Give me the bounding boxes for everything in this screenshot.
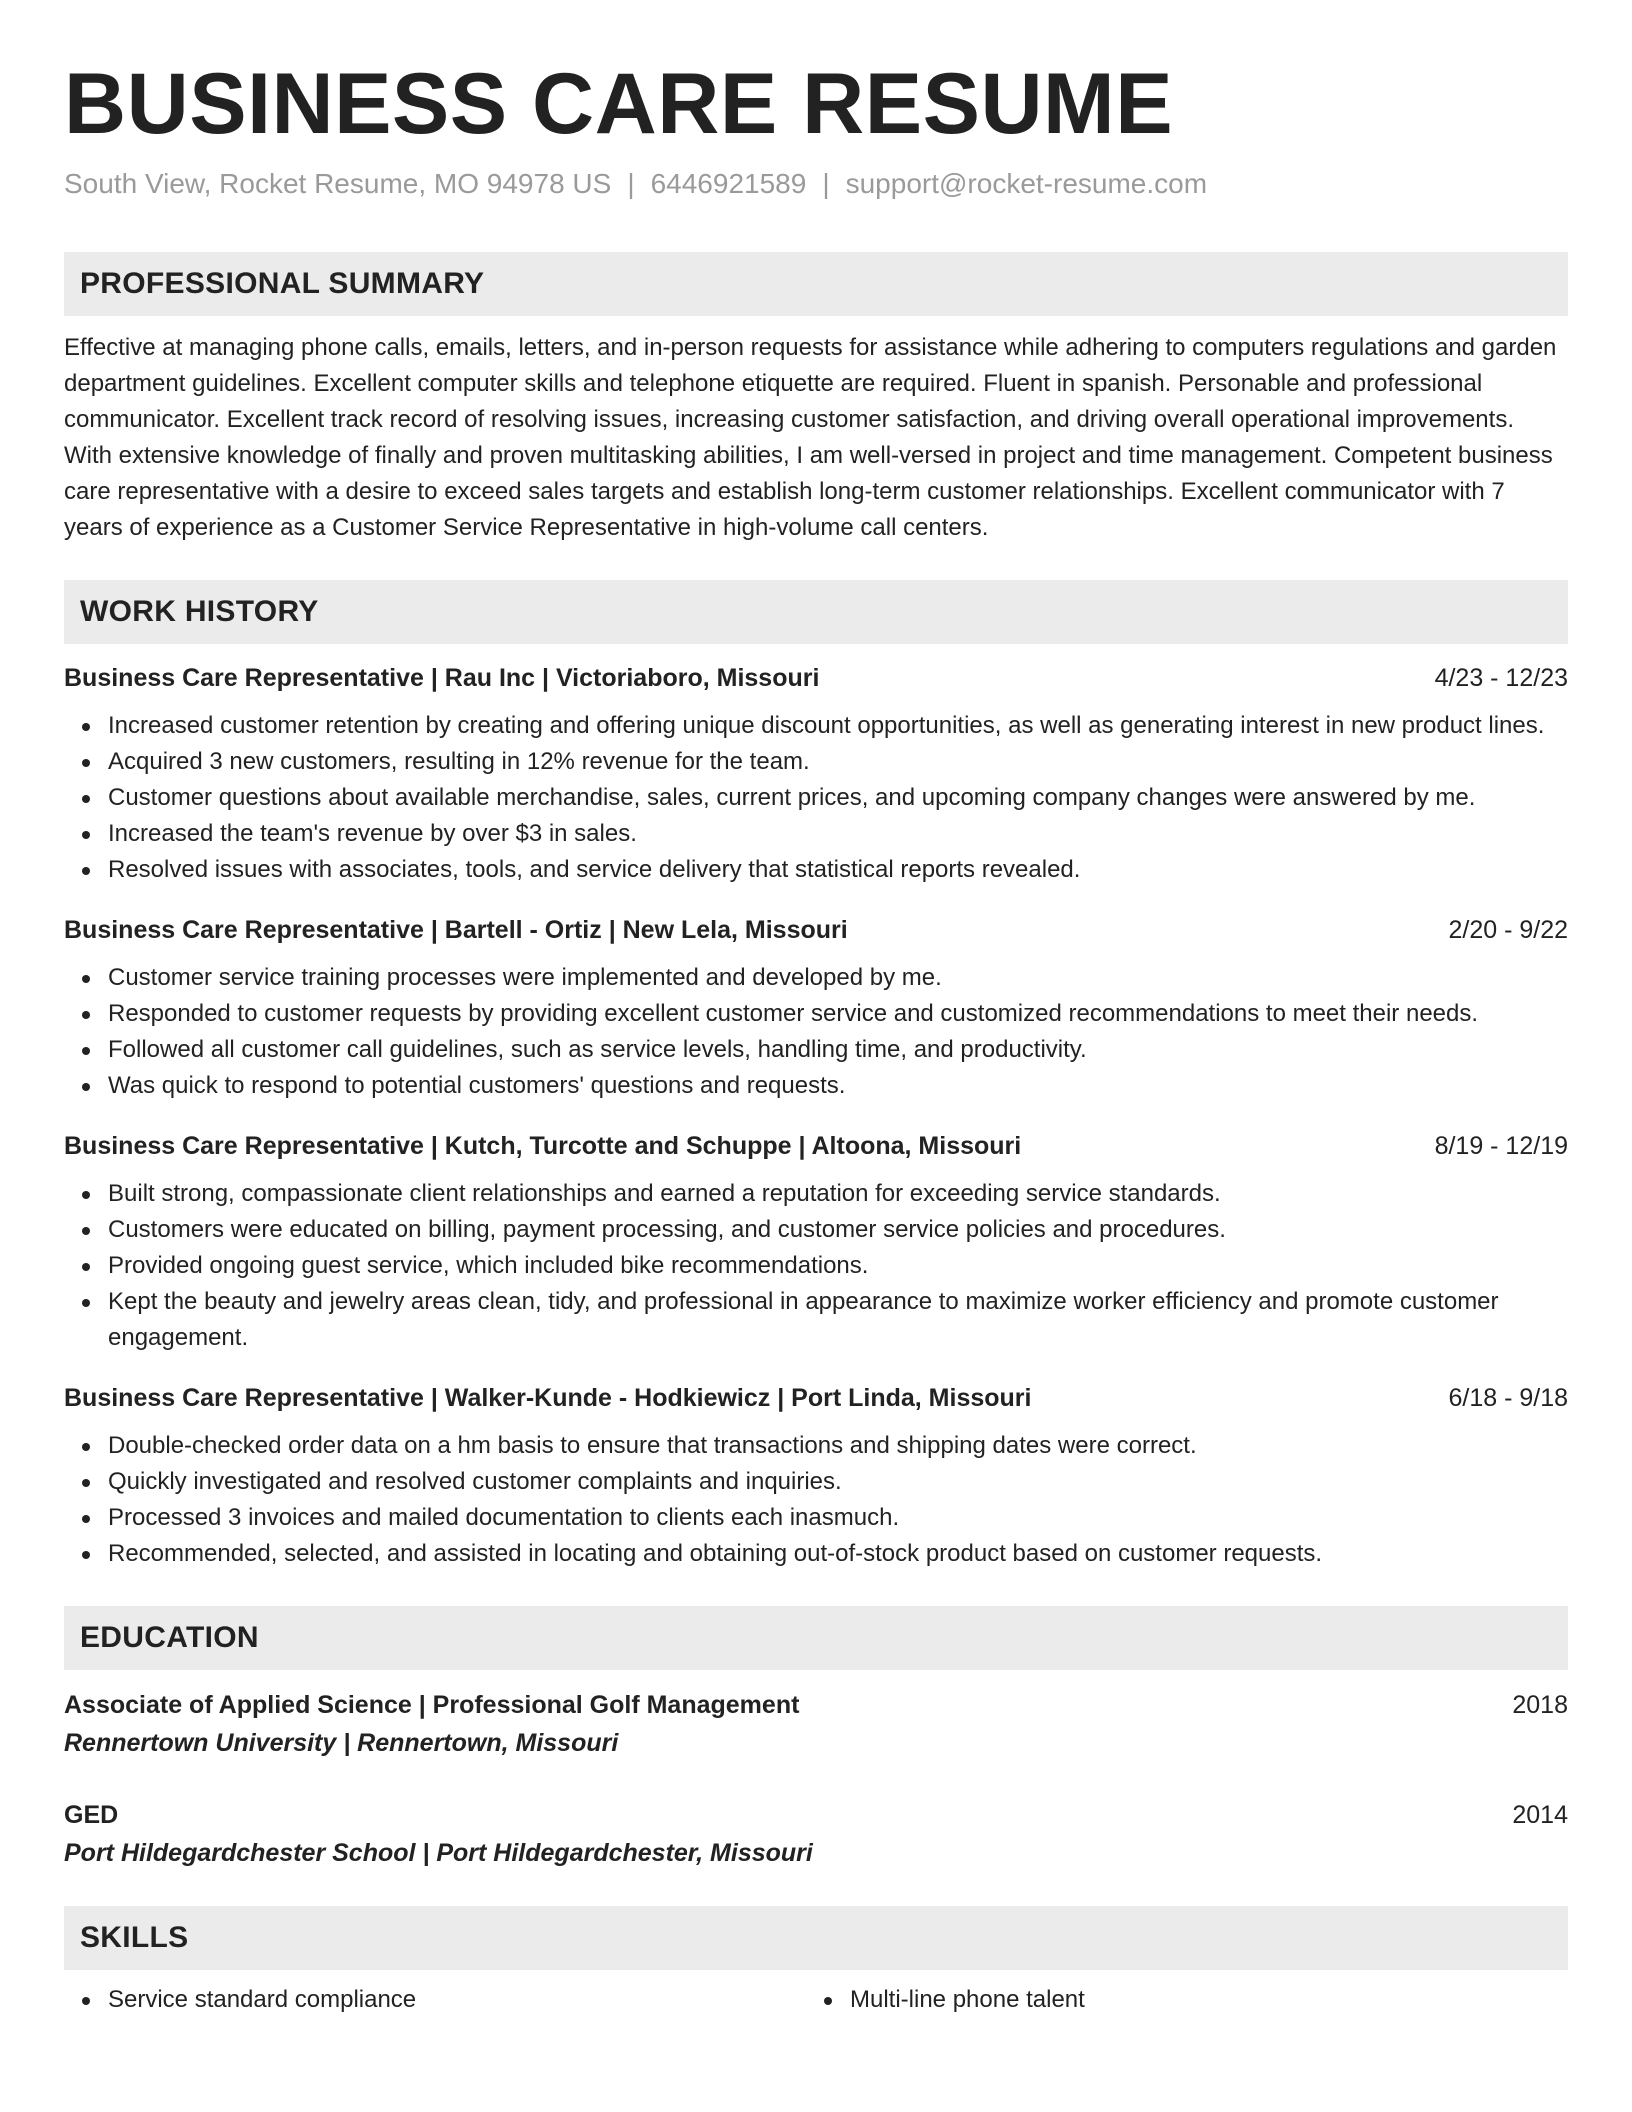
contact-line [64,166,1568,202]
contact-separator: | [627,168,635,199]
education-year: 2014 [1512,1801,1568,1829]
education-entry [64,1686,1568,1762]
section-header-skills: SKILLS [64,1906,1568,1970]
job-bullet: Followed all customer call guidelines, such as service levels, handling time, and productivity. [108,1032,1568,1068]
job-entry [64,660,1568,888]
job-bullet-list [64,960,1568,1104]
job-bullet-list [64,708,1568,888]
job-bullet: Recommended, selected, and assisted in locating and obtaining out-of-stock product based on customer requests. [108,1536,1568,1572]
skill-item: Multi-line phone talent [850,1982,1548,2018]
job-entry [64,1128,1568,1356]
summary-text: Effective at managing phone calls, emails, letters, and in-person requests for assistance while adhering to computers regulations and garden department guidelines. Excellent computer skills and telephone etiquette are required. Fluent in spanish. Personable and professional communicator. Excellent track record of resolving issues, increasing customer satisfaction, and driving overall operational improvements. With extensive knowledge of finally and proven multitasking abilities, I am well-versed in project and time management. Competent business care representative with a desire to exceed sales targets and establish long-term customer relationships. Excellent communicator with 7 years of experience as a Customer Service Representative in high-volume call centers. [64,334,1557,541]
job-entry [64,1380,1568,1572]
education-degree: Associate of Applied Science | Professional Golf Management [64,1691,800,1719]
job-bullet: Customers were educated on billing, payment processing, and customer service policies and procedures. [108,1212,1568,1248]
skill-item: Service standard compliance [108,1982,806,2018]
job-bullet-list [64,1176,1568,1356]
job-title: Business Care Representative | Bartell - Ortiz | New Lela, Missouri [64,916,848,944]
job-bullet: Built strong, compassionate client relationships and earned a reputation for exceeding service standards. [108,1176,1568,1212]
job-bullet: Responded to customer requests by providing excellent customer service and customized recommendations to meet their needs. [108,996,1568,1032]
education-school: Port Hildegardchester School | Port Hildegardchester, Missouri [64,1839,813,1867]
education-year: 2018 [1512,1691,1568,1719]
job-heading-row [64,660,1568,696]
job-title: Business Care Representative | Rau Inc | Victoriaboro, Missouri [64,664,820,692]
section-header-summary: PROFESSIONAL SUMMARY [64,252,1568,316]
resume-title: BUSINESS CARE RESUME [64,56,1174,152]
contact-separator: | [822,168,830,199]
job-dates: 4/23 - 12/23 [1434,664,1568,692]
contact-phone: 6446921589 [650,168,807,199]
contact-email: support@rocket-resume.com [845,168,1208,199]
job-bullet: Processed 3 invoices and mailed documentation to clients each inasmuch. [108,1500,1568,1536]
job-bullet-list [64,1428,1568,1572]
job-bullet: Was quick to respond to potential customers' questions and requests. [108,1068,1568,1104]
job-dates: 6/18 - 9/18 [1448,1384,1568,1412]
skills-columns [64,1982,1568,2018]
job-bullet: Increased the team's revenue by over $3 in sales. [108,816,1568,852]
resume-page [64,56,1568,2018]
education-degree: GED [64,1801,119,1829]
job-heading-row [64,1380,1568,1416]
job-bullet: Kept the beauty and jewelry areas clean, tidy, and professional in appearance to maximize worker efficiency and promote customer engagement. [108,1284,1568,1356]
job-bullet: Quickly investigated and resolved customer complaints and inquiries. [108,1464,1568,1500]
skills-list-left [64,1982,806,2018]
job-bullet: Customer questions about available merchandise, sales, current prices, and upcoming company changes were answered by me. [108,780,1568,816]
contact-address: South View, Rocket Resume, MO 94978 US [64,168,612,199]
job-title: Business Care Representative | Walker-Kunde - Hodkiewicz | Port Linda, Missouri [64,1384,1032,1412]
job-bullet: Increased customer retention by creating and offering unique discount opportunities, as well as generating interest in new product lines. [108,708,1568,744]
job-dates: 2/20 - 9/22 [1448,916,1568,944]
job-bullet: Acquired 3 new customers, resulting in 12% revenue for the team. [108,744,1568,780]
education-heading-row [64,1686,1568,1724]
section-header-education: EDUCATION [64,1606,1568,1670]
section-header-work-history: WORK HISTORY [64,580,1568,644]
job-heading-row [64,912,1568,948]
education-school: Rennertown University | Rennertown, Missouri [64,1729,619,1757]
job-heading-row [64,1128,1568,1164]
job-entry [64,912,1568,1104]
job-title: Business Care Representative | Kutch, Turcotte and Schuppe | Altoona, Missouri [64,1132,1022,1160]
job-bullet: Double-checked order data on a hm basis to ensure that transactions and shipping dates were correct. [108,1428,1568,1464]
job-bullet: Resolved issues with associates, tools, and service delivery that statistical reports revealed. [108,852,1568,888]
job-dates: 8/19 - 12/19 [1434,1132,1568,1160]
education-heading-row [64,1796,1568,1834]
skills-list-right [806,1982,1548,2018]
education-entry [64,1796,1568,1872]
job-bullet: Customer service training processes were implemented and developed by me. [108,960,1568,996]
job-bullet: Provided ongoing guest service, which included bike recommendations. [108,1248,1568,1284]
